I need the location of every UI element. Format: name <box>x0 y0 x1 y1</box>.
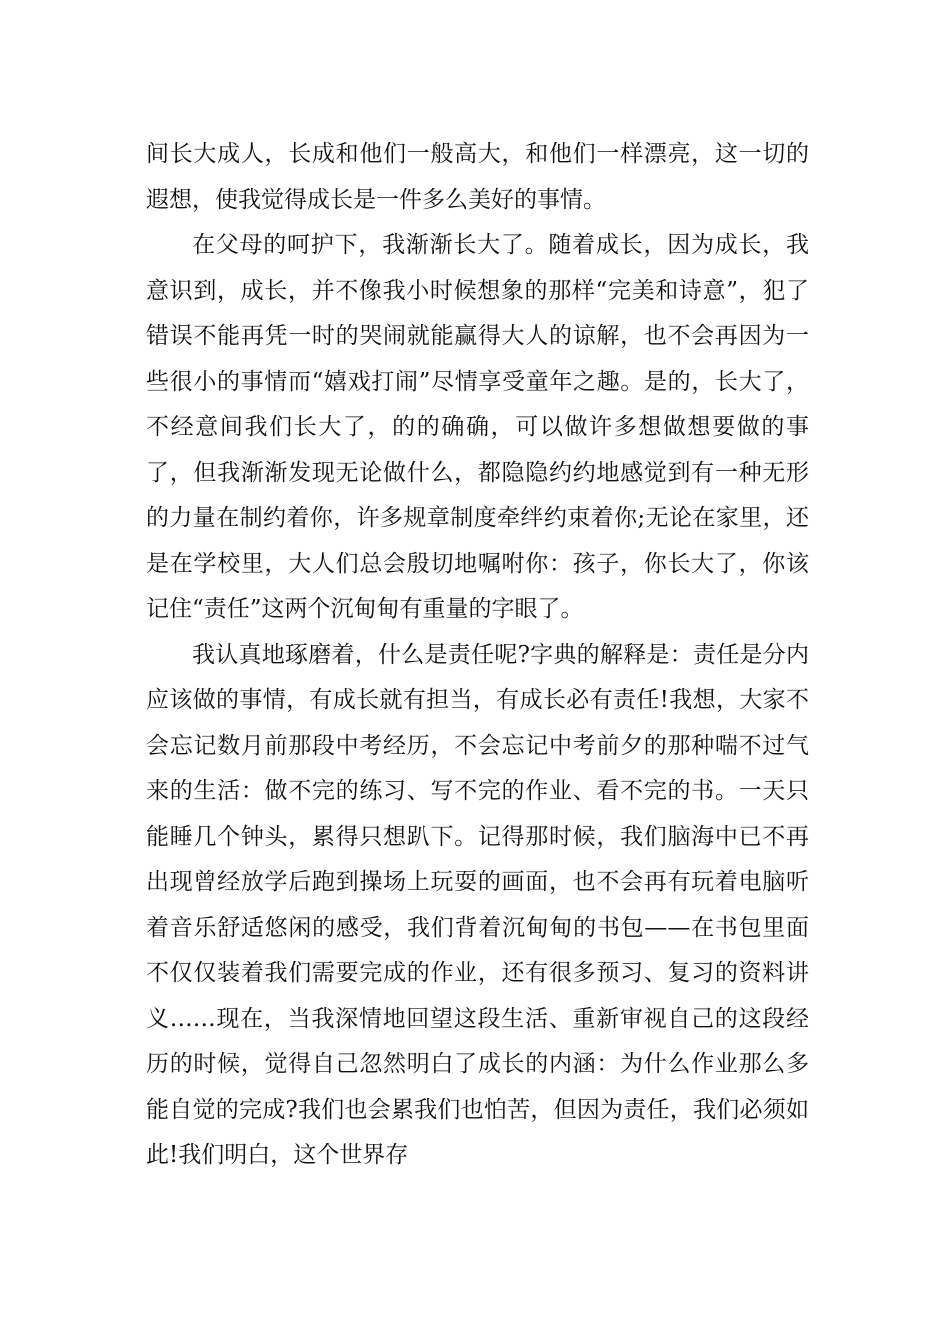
paragraph-3: 我认真地琢磨着，什么是责任呢?字典的解释是：责任是分内应该做的事情，有成长就有担当，有成长必有责任!我想，大家不会忘记数月前那段中考经历，不会忘记中考前夕的那种喘不过气来的生活：做不完的练习、写不完的作业、看不完的书。一天只能睡几个钟头，累得只想趴下。记得那时候，我们脑海中已不再出现曾经放学后跑到操场上玩耍的画面，也不会再有玩着电脑听着音乐舒适悠闲的感受，我们背着沉甸甸的书包——在书包里面不仅仅装着我们需要完成的作业，还有很多预习、复习的资料讲义……现在，当我深情地回望这段生活、重新审视自己的这段经历的时候，觉得自己忽然明白了成长的内涵：为什么作业那么多能自觉的完成?我们也会累我们也怕苦，但因为责任，我们必须如此!我们明白，这个世界存 <box>146 641 809 1168</box>
document-body <box>146 132 809 1179</box>
paragraph-2: 在父母的呵护下，我渐渐长大了。随着成长，因为成长，我意识到，成长，并不像我小时候想象的那样“完美和诗意”，犯了错误不能再凭一时的哭闹就能赢得大人的谅解，也不会再因为一些很小的事情而“嬉戏打闹”尽情享受童年之趣。是的，长大了，不经意间我们长大了，的的确确，可以做许多想做想要做的事了，但我渐渐发现无论做什么，都隐隐约约地感觉到有一种无形的力量在制约着你，许多规章制度牵绊约束着你;无论在家里，还是在学校里，大人们总会殷切地嘱咐你：孩子，你长大了，你该记住“责任”这两个沉甸甸有重量的字眼了。 <box>146 232 809 622</box>
paragraph-1: 间长大成人，长成和他们一般高大，和他们一样漂亮，这一切的遐想，使我觉得成长是一件多么美好的事情。 <box>146 141 809 213</box>
